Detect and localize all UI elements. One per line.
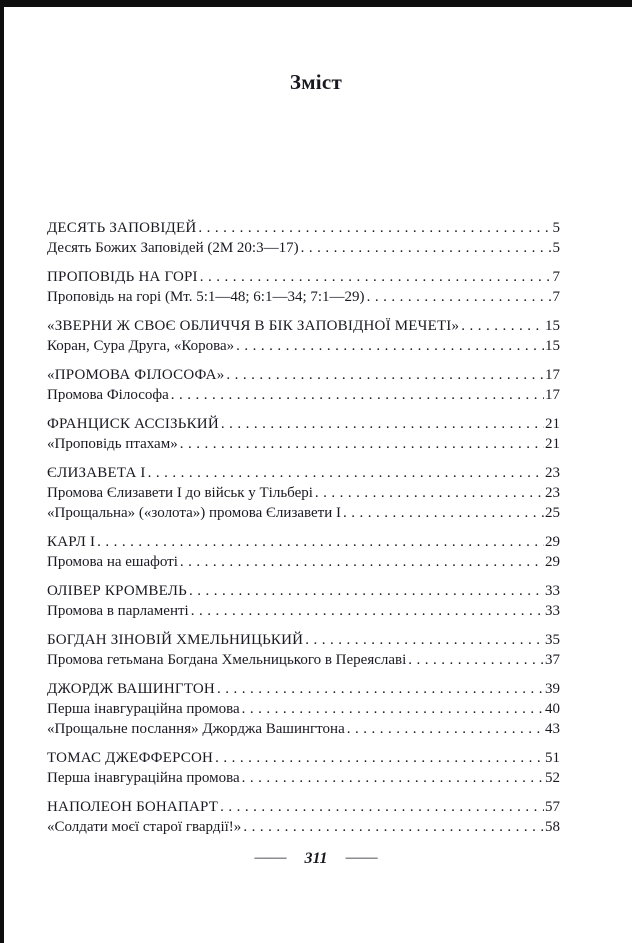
entry-page-number: 5 [552, 240, 560, 256]
toc-heading-row [47, 414, 560, 434]
entry-title: Промова в парламенті [47, 603, 189, 619]
dot-leader [187, 581, 544, 601]
footer-dash-right: —— [345, 849, 378, 866]
dot-leader [219, 414, 544, 434]
dot-leader [169, 385, 544, 405]
toc-heading-row [47, 365, 560, 385]
entry-page-number: 17 [545, 367, 560, 383]
entry-title: ОЛІВЕР КРОМВЕЛЬ [47, 583, 187, 599]
dot-leader [215, 679, 544, 699]
toc-section [47, 748, 560, 788]
toc-heading-row [47, 463, 560, 483]
entry-title: «ПРОМОВА ФІЛОСОФА» [47, 367, 225, 383]
toc-item-row [47, 483, 560, 503]
entry-title: Промова на ешафоті [47, 554, 178, 570]
entry-title: ПРОПОВІДЬ НА ГОРІ [47, 269, 198, 285]
toc-section [47, 218, 560, 258]
toc-item-row [47, 287, 560, 307]
entry-page-number: 17 [545, 387, 560, 403]
entry-title: Промова Філософа [47, 387, 169, 403]
dot-leader [178, 434, 544, 454]
entry-page-number: 33 [545, 583, 560, 599]
dot-leader [313, 483, 544, 503]
toc-heading-row [47, 267, 560, 287]
dot-leader [178, 552, 544, 572]
dot-leader [303, 630, 544, 650]
scan-edge-left [0, 0, 4, 943]
toc-section [47, 463, 560, 523]
entry-title: «Прощальне послання» Джорджа Вашингтона [47, 721, 345, 737]
entry-page-number: 58 [545, 819, 560, 835]
entry-title: Промова гетьмана Богдана Хмельницького в Переяславі [47, 652, 407, 668]
entry-page-number: 40 [545, 701, 560, 717]
entry-title: Промова Єлизавети I до військ у Тільбері [47, 485, 313, 501]
toc-section [47, 630, 560, 670]
entry-title: КАРЛ I [47, 534, 96, 550]
entry-page-number: 43 [545, 721, 560, 737]
toc-item-row [47, 552, 560, 572]
dot-leader [299, 238, 552, 258]
entry-title: ФРАНЦИСК АССІЗЬКИЙ [47, 416, 219, 432]
entry-title: «Проповідь птахам» [47, 436, 178, 452]
dot-leader [196, 218, 551, 238]
entry-page-number: 21 [545, 416, 560, 432]
entry-title: Проповідь на горі (Мт. 5:1—48; 6:1—34; 7:1—29) [47, 289, 365, 305]
entry-title: ДЖОРДЖ ВАШИНГТОН [47, 681, 215, 697]
toc-heading-row [47, 679, 560, 699]
entry-title: Перша інавгураційна промова [47, 770, 240, 786]
toc-heading-row [47, 581, 560, 601]
toc-item-row [47, 768, 560, 788]
entry-page-number: 25 [545, 505, 560, 521]
entry-page-number: 52 [545, 770, 560, 786]
entry-title: Перша інавгураційна промова [47, 701, 240, 717]
entry-page-number: 7 [552, 269, 560, 285]
entry-page-number: 51 [545, 750, 560, 766]
entry-page-number: 57 [545, 799, 560, 815]
toc-item-row [47, 650, 560, 670]
footer-dash-left: —— [254, 849, 287, 866]
entry-title: «Солдати моєї старої гвардії!» [47, 819, 242, 835]
entry-title: ДЕСЯТЬ ЗАПОВІДЕЙ [47, 220, 197, 236]
toc-item-row [47, 699, 560, 719]
entry-page-number: 5 [552, 220, 560, 236]
scan-edge-top [0, 0, 632, 7]
dot-leader [345, 719, 544, 739]
toc-heading-row [47, 218, 560, 238]
toc-item-row [47, 385, 560, 405]
toc-item-row [47, 817, 560, 837]
toc-item-row [47, 336, 560, 356]
dot-leader [240, 768, 544, 788]
entry-page-number: 29 [545, 534, 560, 550]
dot-leader [95, 532, 544, 552]
dot-leader [218, 797, 544, 817]
toc-item-row [47, 434, 560, 454]
entry-page-number: 35 [545, 632, 560, 648]
dot-leader [234, 336, 544, 356]
dot-leader [341, 503, 544, 523]
toc-item-row [47, 238, 560, 258]
entry-page-number: 23 [545, 465, 560, 481]
toc-item-row [47, 601, 560, 621]
dot-leader [365, 287, 552, 307]
dot-leader [459, 316, 544, 336]
toc-section [47, 316, 560, 356]
dot-leader [213, 748, 544, 768]
toc-section [47, 532, 560, 572]
entry-title: «ЗВЕРНИ Ж СВОЄ ОБЛИЧЧЯ В БІК ЗАПОВІДНОЇ МЕЧЕТІ» [47, 318, 460, 334]
toc-section [47, 365, 560, 405]
toc-section [47, 414, 560, 454]
toc-section [47, 267, 560, 307]
footer-page-number: 311 [304, 850, 328, 867]
dot-leader [224, 365, 544, 385]
entry-page-number: 7 [552, 289, 560, 305]
dot-leader [240, 699, 544, 719]
entry-title: БОГДАН ЗІНОВІЙ ХМЕЛЬНИЦЬКИЙ [47, 632, 304, 648]
dot-leader [241, 817, 544, 837]
entry-page-number: 33 [545, 603, 560, 619]
toc-section [47, 797, 560, 837]
entry-page-number: 21 [545, 436, 560, 452]
entry-page-number: 37 [545, 652, 560, 668]
toc-heading-row [47, 748, 560, 768]
toc-heading-row [47, 630, 560, 650]
entry-page-number: 15 [545, 318, 560, 334]
entry-title: «Прощальна» («золота») промова Єлизавети I [47, 505, 342, 521]
dot-leader [198, 267, 552, 287]
page-footer [0, 849, 632, 869]
entry-title: ТОМАС ДЖЕФФЕРСОН [47, 750, 214, 766]
dot-leader [189, 601, 544, 621]
toc-item-row [47, 719, 560, 739]
entry-page-number: 15 [545, 338, 560, 354]
entry-title: Коран, Сура Друга, «Корова» [47, 338, 235, 354]
toc-heading-row [47, 797, 560, 817]
toc-heading-row [47, 316, 560, 336]
dot-leader [406, 650, 544, 670]
entry-page-number: 23 [545, 485, 560, 501]
entry-title: ЄЛИЗАВЕТА I [47, 465, 146, 481]
dot-leader [146, 463, 544, 483]
entry-title: НАПОЛЕОН БОНАПАРТ [47, 799, 219, 815]
toc-section [47, 581, 560, 621]
entry-page-number: 29 [545, 554, 560, 570]
entry-title: Десять Божих Заповідей (2М 20:3—17) [47, 240, 299, 256]
entry-page-number: 39 [545, 681, 560, 697]
page-title: Зміст [289, 70, 343, 94]
toc-item-row [47, 503, 560, 523]
toc-heading-row [47, 532, 560, 552]
toc-section [47, 679, 560, 739]
toc-list [47, 218, 560, 837]
